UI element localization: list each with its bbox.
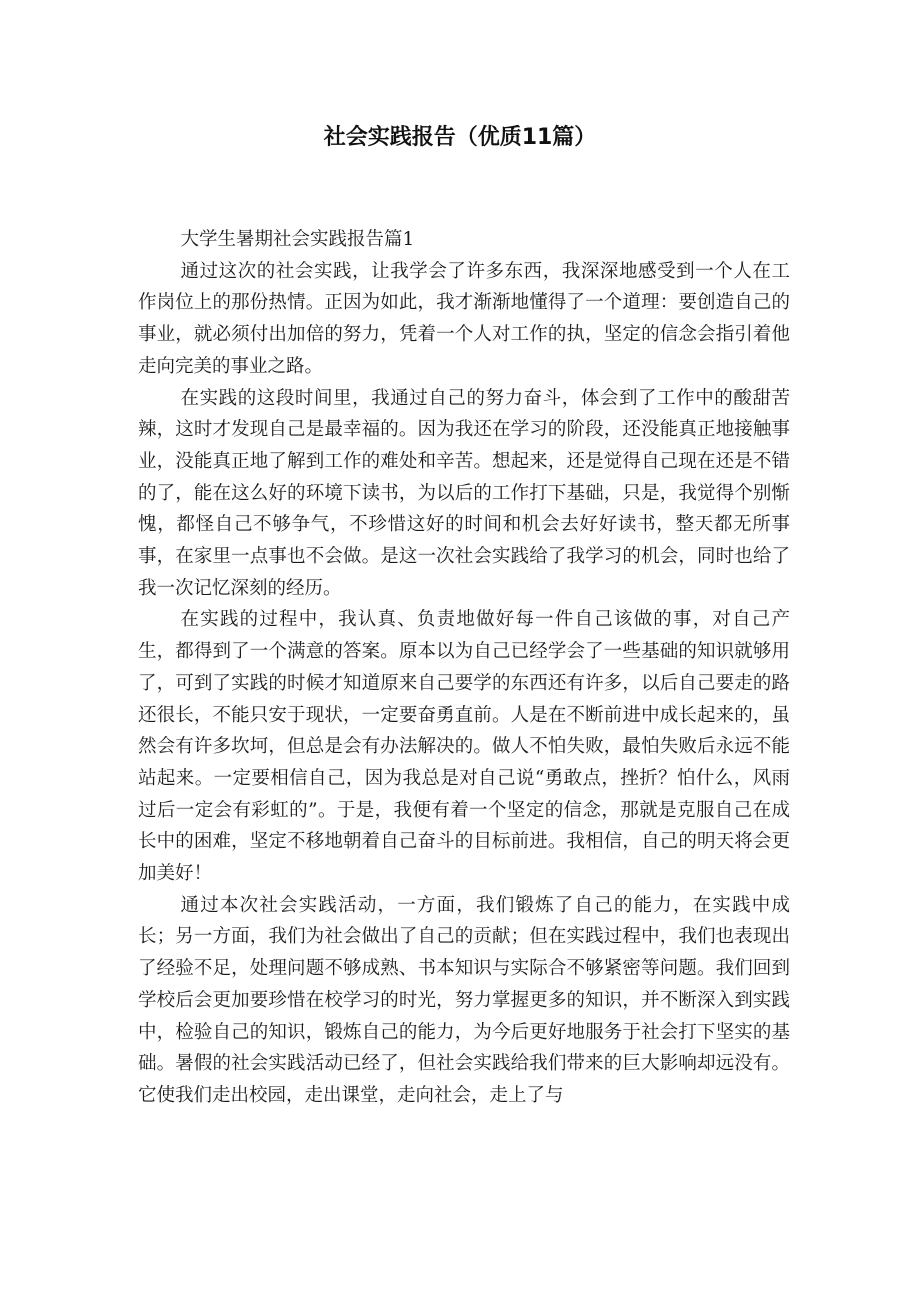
paragraph: 在实践的这段时间里，我通过自己的努力奋斗，体会到了工作中的酸甜苦辣，这时才发现自己是最幸福的。因为我还在学习的阶段，还没能真正地接触事业，没能真正地了解到工作的难处和辛苦。想起来，还是觉得自己现在还是不错的了，能在这么好的环境下读书，为以后的工作打下基础，只是，我觉得个别惭愧，都怪自己不够争气，不珍惜这好的时间和机会去好好读书，整天都无所事事，在家里一点事也不会做。是这一次社会实践给了我学习的机会，同时也给了我一次记忆深刻的经历。 <box>138 387 790 599</box>
paragraph: 通过本次社会实践活动，一方面，我们锻炼了自己的能力，在实践中成长；另一方面，我们为社会做出了自己的贡献；但在实践过程中，我们也表现出了经验不足，处理问题不够成熟、书本知识与实际合不够紧密等问题。我们回到学校后会更加要珍惜在校学习的时光，努力掌握更多的知识，并不断深入到实践中，检验自己的知识，锻炼自己的能力，为今后更好地服务于社会打下坚实的基础。暑假的社会实践活动已经了，但社会实践给我们带来的巨大影响却远没有。它使我们走出校园，走出课堂，走向社会，走上了与 <box>138 894 790 1106</box>
section-heading: 大学生暑期社会实践报告篇1 <box>180 229 415 250</box>
paragraph: 在实践的过程中，我认真、负责地做好每一件自己该做的事，对自己产生，都得到了一个满意的答案。原本以为自己已经学会了一些基础的知识就够用了，可到了实践的时候才知道原来自己要学的东西还有许多，以后自己要走的路还很长，不能只安于现状，一定要奋勇直前。人是在不断前进中成长起来的，虽然会有许多坎坷，但总是会有办法解决的。做人不怕失败，最怕失败后永远不能站起来。一定要相信自己，因为我总是对自己说“勇敢点，挫折？怕什么，风雨过后一定会有彩虹的”。于是，我便有着一个坚定的信念，那就是克服自己在成长中的困难，坚定不移地朝着自己奋斗的目标前进。我相信，自己的明天将会更加美好！ <box>138 609 790 885</box>
document-title: 社会实践报告（优质11篇） <box>323 125 597 150</box>
paragraph: 通过这次的社会实践，让我学会了许多东西，我深深地感受到一个人在工作岗位上的那份热情。正因为如此，我才渐渐地懂得了一个道理：要创造自己的事业，就必须付出加倍的努力，凭着一个人对工作的执，坚定的信念会指引着他走向完美的事业之路。 <box>138 260 790 377</box>
document-body <box>138 224 790 1112</box>
